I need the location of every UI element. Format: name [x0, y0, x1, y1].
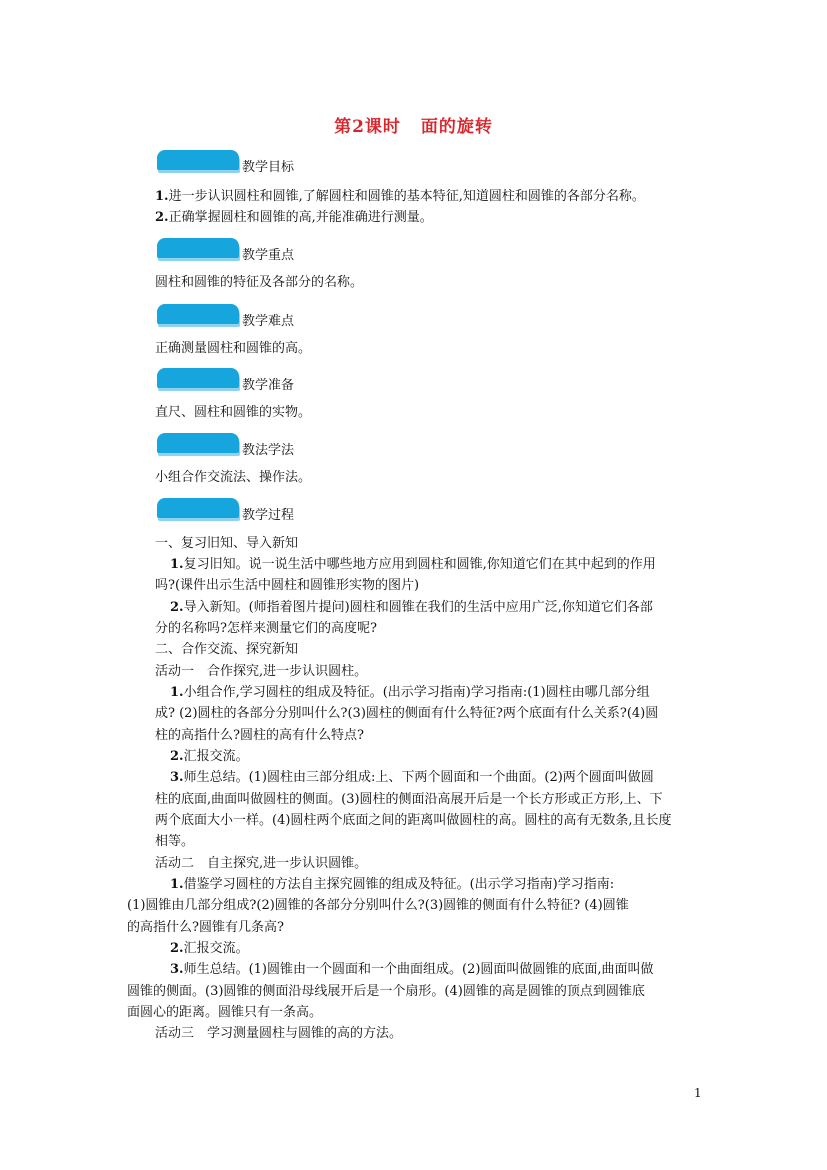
process-part2-heading: 二、合作交流、探究新知: [155, 642, 299, 657]
text-line: 分的名称吗?怎样来测量它们的高度呢?: [155, 621, 377, 636]
text-line: 成? (2)圆柱的各部分分别叫什么?(3)圆柱的侧面有什么特征?两个底面有什么关系?(4)圆: [155, 706, 659, 721]
process-item-1: 1.复习旧知。说一说生活中哪些地方应用到圆柱和圆锥,你知道它们在其中起到的作用: [170, 557, 656, 572]
section-label: 教学准备: [242, 378, 295, 393]
section-label: 教学难点: [242, 314, 295, 329]
goal-item-2: 2.正确掌握圆柱和圆锥的高,并能准确进行测量。: [155, 210, 433, 225]
process-part1-heading: 一、复习旧知、导入新知: [155, 536, 299, 551]
activity-2-item-3: 3.师生总结。(1)圆锥由一个圆面和一个曲面组成。(2)圆面叫做圆锥的底面,曲面叫做: [170, 962, 654, 977]
section-tab-decoration: [157, 433, 239, 453]
text-line: 两个底面大小一样。(4)圆柱两个底面之间的距离叫做圆柱的高。圆柱的高有无数条,且长度: [155, 813, 672, 828]
section-tab-decoration: [157, 368, 239, 388]
text-line: 柱的高指什么?圆柱的高有什么特点?: [155, 728, 364, 743]
process-item-2: 2.导入新知。(师指着图片提问)圆柱和圆锥在我们的生活中应用广泛,你知道它们各部: [170, 600, 653, 615]
activity-2-heading: 活动二 自主探究,进一步认识圆锥。: [155, 856, 368, 871]
section-tab-decoration: [157, 150, 239, 170]
page-title: [0, 112, 827, 137]
section-tab-decoration: [157, 304, 239, 324]
activity-2-item-1: 1.借鉴学习圆柱的方法自主探究圆锥的组成及特征。(出示学习指南)学习指南:: [170, 877, 615, 892]
activity-1-heading: 活动一 合作探究,进一步认识圆柱。: [155, 664, 368, 679]
section-tab-decoration: [157, 498, 239, 518]
activity-1-item-1: 1.小组合作,学习圆柱的组成及特征。(出示学习指南)学习指南:(1)圆柱由哪几部分组: [170, 685, 650, 700]
key-points-text: 圆柱和圆锥的特征及各部分的名称。: [155, 275, 364, 290]
goal-item-1: 1.进一步认识圆柱和圆锥,了解圆柱和圆锥的基本特征,知道圆柱和圆锥的各部分名称。: [155, 189, 645, 204]
text-line: 相等。: [155, 834, 195, 849]
prep-text: 直尺、圆柱和圆锥的实物。: [155, 405, 312, 420]
difficult-points-text: 正确测量圆柱和圆锥的高。: [155, 341, 312, 356]
activity-2-item-2: 2.汇报交流。: [170, 941, 249, 956]
text-line: (1)圆锥由几部分组成?(2)圆锥的各部分分别叫什么?(3)圆锥的侧面有什么特征? (4)圆锥: [127, 898, 629, 913]
method-text: 小组合作交流法、操作法。: [155, 470, 312, 485]
text-line: 面圆心的距离。圆锥只有一条高。: [127, 1005, 323, 1020]
activity-1-item-2: 2.汇报交流。: [170, 749, 249, 764]
lesson-number: 第2课时: [334, 117, 401, 137]
section-tab-decoration: [157, 238, 239, 258]
activity-3-heading: 活动三 学习测量圆柱与圆锥的高的方法。: [155, 1026, 403, 1041]
lesson-topic: 面的旋转: [420, 117, 493, 137]
text-line: 柱的底面,曲面叫做圆柱的侧面。(3)圆柱的侧面沿高展开后是一个长方形或正方形,上、下: [155, 792, 663, 807]
text-line: 的高指什么?圆锥有几条高?: [127, 920, 284, 935]
text-line: 吗?(课件出示生活中圆柱和圆锥形实物的图片): [155, 578, 420, 593]
section-label: 教学过程: [242, 508, 295, 523]
section-label: 教法学法: [242, 443, 295, 458]
section-label: 教学目标: [242, 160, 295, 175]
page-number: 1: [694, 1086, 702, 1100]
text-line: 圆锥的侧面。(3)圆锥的侧面沿母线展开后是一个扇形。(4)圆锥的高是圆锥的顶点到圆锥底: [127, 984, 645, 999]
section-label: 教学重点: [242, 248, 295, 263]
activity-1-item-3: 3.师生总结。(1)圆柱由三部分组成:上、下两个圆面和一个曲面。(2)两个圆面叫做圆: [170, 770, 654, 785]
